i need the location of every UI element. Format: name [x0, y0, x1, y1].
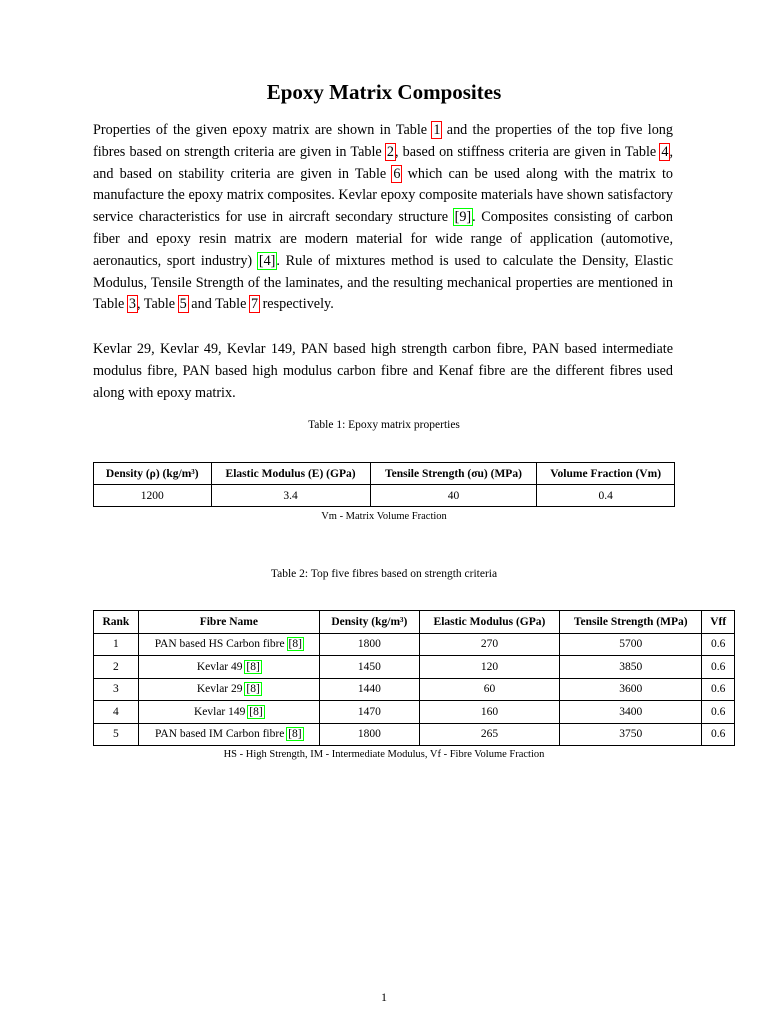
cell-elastic-modulus: 270 [419, 633, 559, 656]
header-elastic-modulus: Elastic Modulus (GPa) [419, 611, 559, 634]
cell-volume-fraction: 0.6 [702, 656, 735, 679]
fibres-paragraph: Kevlar 29, Kevlar 49, Kevlar 149, PAN based high strength carbon fibre, PAN based intermediate modulus fibre, PAN based high modulus carbon fibre and Kenaf fibre are the different fibres used along with epoxy matrix. [93, 341, 673, 401]
cell-tensile-strength: 5700 [560, 633, 702, 656]
citation-link[interactable]: [8] [288, 728, 302, 741]
paragraph-text: . Composites consisting of carbon fiber and epoxy resin matrix are modern material for wide range of application (automotive, aeronautics, sport industry) [93, 209, 673, 269]
header-density: Density (ρ) (kg/m³) [94, 463, 212, 485]
header-elastic-modulus: Elastic Modulus (E) (GPa) [211, 463, 370, 485]
paragraph-text: and Table [187, 296, 250, 313]
citation-link[interactable]: [9] [454, 209, 472, 226]
table2-note: HS - High Strength, IM - Intermediate Modulus, Vf - Fibre Volume Fraction [223, 749, 545, 760]
cell-fibre-name [138, 701, 319, 724]
strength-fibres-table [93, 610, 735, 746]
cell-density: 1450 [319, 656, 419, 679]
cell-volume-fraction: 0.6 [702, 701, 735, 724]
cell-volume-fraction: 0.6 [702, 723, 735, 746]
cell-elastic-modulus: 265 [419, 723, 559, 746]
citation-link[interactable]: [8] [288, 638, 302, 651]
table-ref-link[interactable]: 3 [128, 296, 136, 313]
citation-link[interactable]: [8] [249, 705, 263, 718]
cell-density: 1200 [94, 485, 212, 507]
cell-tensile-strength: 3400 [560, 701, 702, 724]
cell-fibre-name [138, 633, 319, 656]
header-fibre-volume-fraction: Vff [702, 611, 735, 634]
cell-elastic-modulus: 120 [419, 656, 559, 679]
fibre-name-text: Kevlar 149 [193, 705, 249, 718]
cell-density: 1800 [319, 633, 419, 656]
cell-elastic-modulus: 3.4 [211, 485, 370, 507]
table-ref-link[interactable]: 5 [179, 296, 187, 313]
table-row [94, 701, 735, 724]
citation-link[interactable]: [4] [258, 252, 276, 269]
header-density: Density (kg/m³) [319, 611, 419, 634]
table-row [94, 723, 735, 746]
fibre-name-text: PAN based HS Carbon fibre [154, 638, 288, 651]
header-volume-fraction: Volume Fraction (Vm) [537, 463, 675, 485]
table-row [94, 678, 735, 701]
cell-rank: 2 [94, 656, 139, 679]
paragraph-text: which can be used along with the matrix to manufacture the epoxy matrix composites. Kevlar epoxy composite materials have shown satisfactory service characteristics for use in aircraft secondary structure [93, 165, 673, 226]
table-ref-link[interactable]: 2 [386, 143, 394, 160]
cell-fibre-name [138, 678, 319, 701]
cell-rank: 1 [94, 633, 139, 656]
cell-rank: 3 [94, 678, 139, 701]
table2-caption: Table 2: Top five fibres based on strength criteria [270, 568, 498, 580]
table-header-row [94, 463, 675, 485]
intro-paragraph [93, 120, 673, 316]
cell-elastic-modulus: 60 [419, 678, 559, 701]
fibre-name-text: Kevlar 29 [196, 683, 246, 696]
cell-fibre-name [138, 723, 319, 746]
cell-volume-fraction: 0.6 [702, 633, 735, 656]
paragraph-text: , and based on stability criteria are given in Table [93, 143, 674, 182]
header-rank: Rank [94, 611, 139, 634]
table1-note: Vm - Matrix Volume Fraction [321, 511, 447, 522]
citation-link[interactable]: [8] [246, 660, 260, 673]
cell-volume-fraction: 0.4 [537, 485, 675, 507]
cell-rank: 5 [94, 723, 139, 746]
table-ref-link[interactable]: 6 [393, 165, 401, 182]
header-tensile-strength: Tensile Strength (MPa) [560, 611, 702, 634]
table-row [94, 656, 735, 679]
paragraph-text: , based on stiffness criteria are given in Table [394, 143, 661, 160]
table1-caption: Table 1: Epoxy matrix properties [308, 419, 460, 431]
page-number: 1 [381, 990, 387, 1004]
cell-tensile-strength: 3850 [560, 656, 702, 679]
paragraph-text: respectively. [259, 296, 334, 313]
paragraph-text: and the properties of the top five long fibres based on strength criteria are given in Table [93, 122, 673, 160]
cell-fibre-name [138, 656, 319, 679]
cell-density: 1440 [319, 678, 419, 701]
page-title: Epoxy Matrix Composites [266, 80, 502, 104]
table-ref-link[interactable]: 4 [661, 143, 669, 160]
header-fibre-name: Fibre Name [138, 611, 319, 634]
paragraph-text: . Rule of mixtures method is used to calculate the Density, Elastic Modulus, Tensile Strength of the laminates, and the resulting mechanical properties are mentioned in Table [93, 252, 674, 313]
cell-tensile-strength: 40 [370, 485, 537, 507]
paragraph-text: Properties of the given epoxy matrix are shown in Table [93, 122, 433, 138]
table-row [94, 633, 735, 656]
cell-volume-fraction: 0.6 [702, 678, 735, 701]
epoxy-properties-table [93, 462, 675, 507]
cell-elastic-modulus: 160 [419, 701, 559, 724]
header-tensile-strength: Tensile Strength (σu) (MPa) [370, 463, 537, 485]
fibre-name-text: Kevlar 49 [196, 660, 246, 673]
cell-density: 1470 [319, 701, 419, 724]
cell-density: 1800 [319, 723, 419, 746]
paragraph-text: , Table [136, 296, 179, 313]
table-ref-link[interactable]: 7 [250, 296, 259, 313]
cell-tensile-strength: 3750 [560, 723, 702, 746]
cell-rank: 4 [94, 701, 139, 724]
table-row [94, 485, 675, 507]
citation-link[interactable]: [8] [246, 683, 260, 696]
cell-tensile-strength: 3600 [560, 678, 702, 701]
table-header-row [94, 611, 735, 634]
table-ref-link[interactable]: 1 [433, 122, 441, 138]
fibre-name-text: PAN based IM Carbon fibre [155, 728, 288, 741]
